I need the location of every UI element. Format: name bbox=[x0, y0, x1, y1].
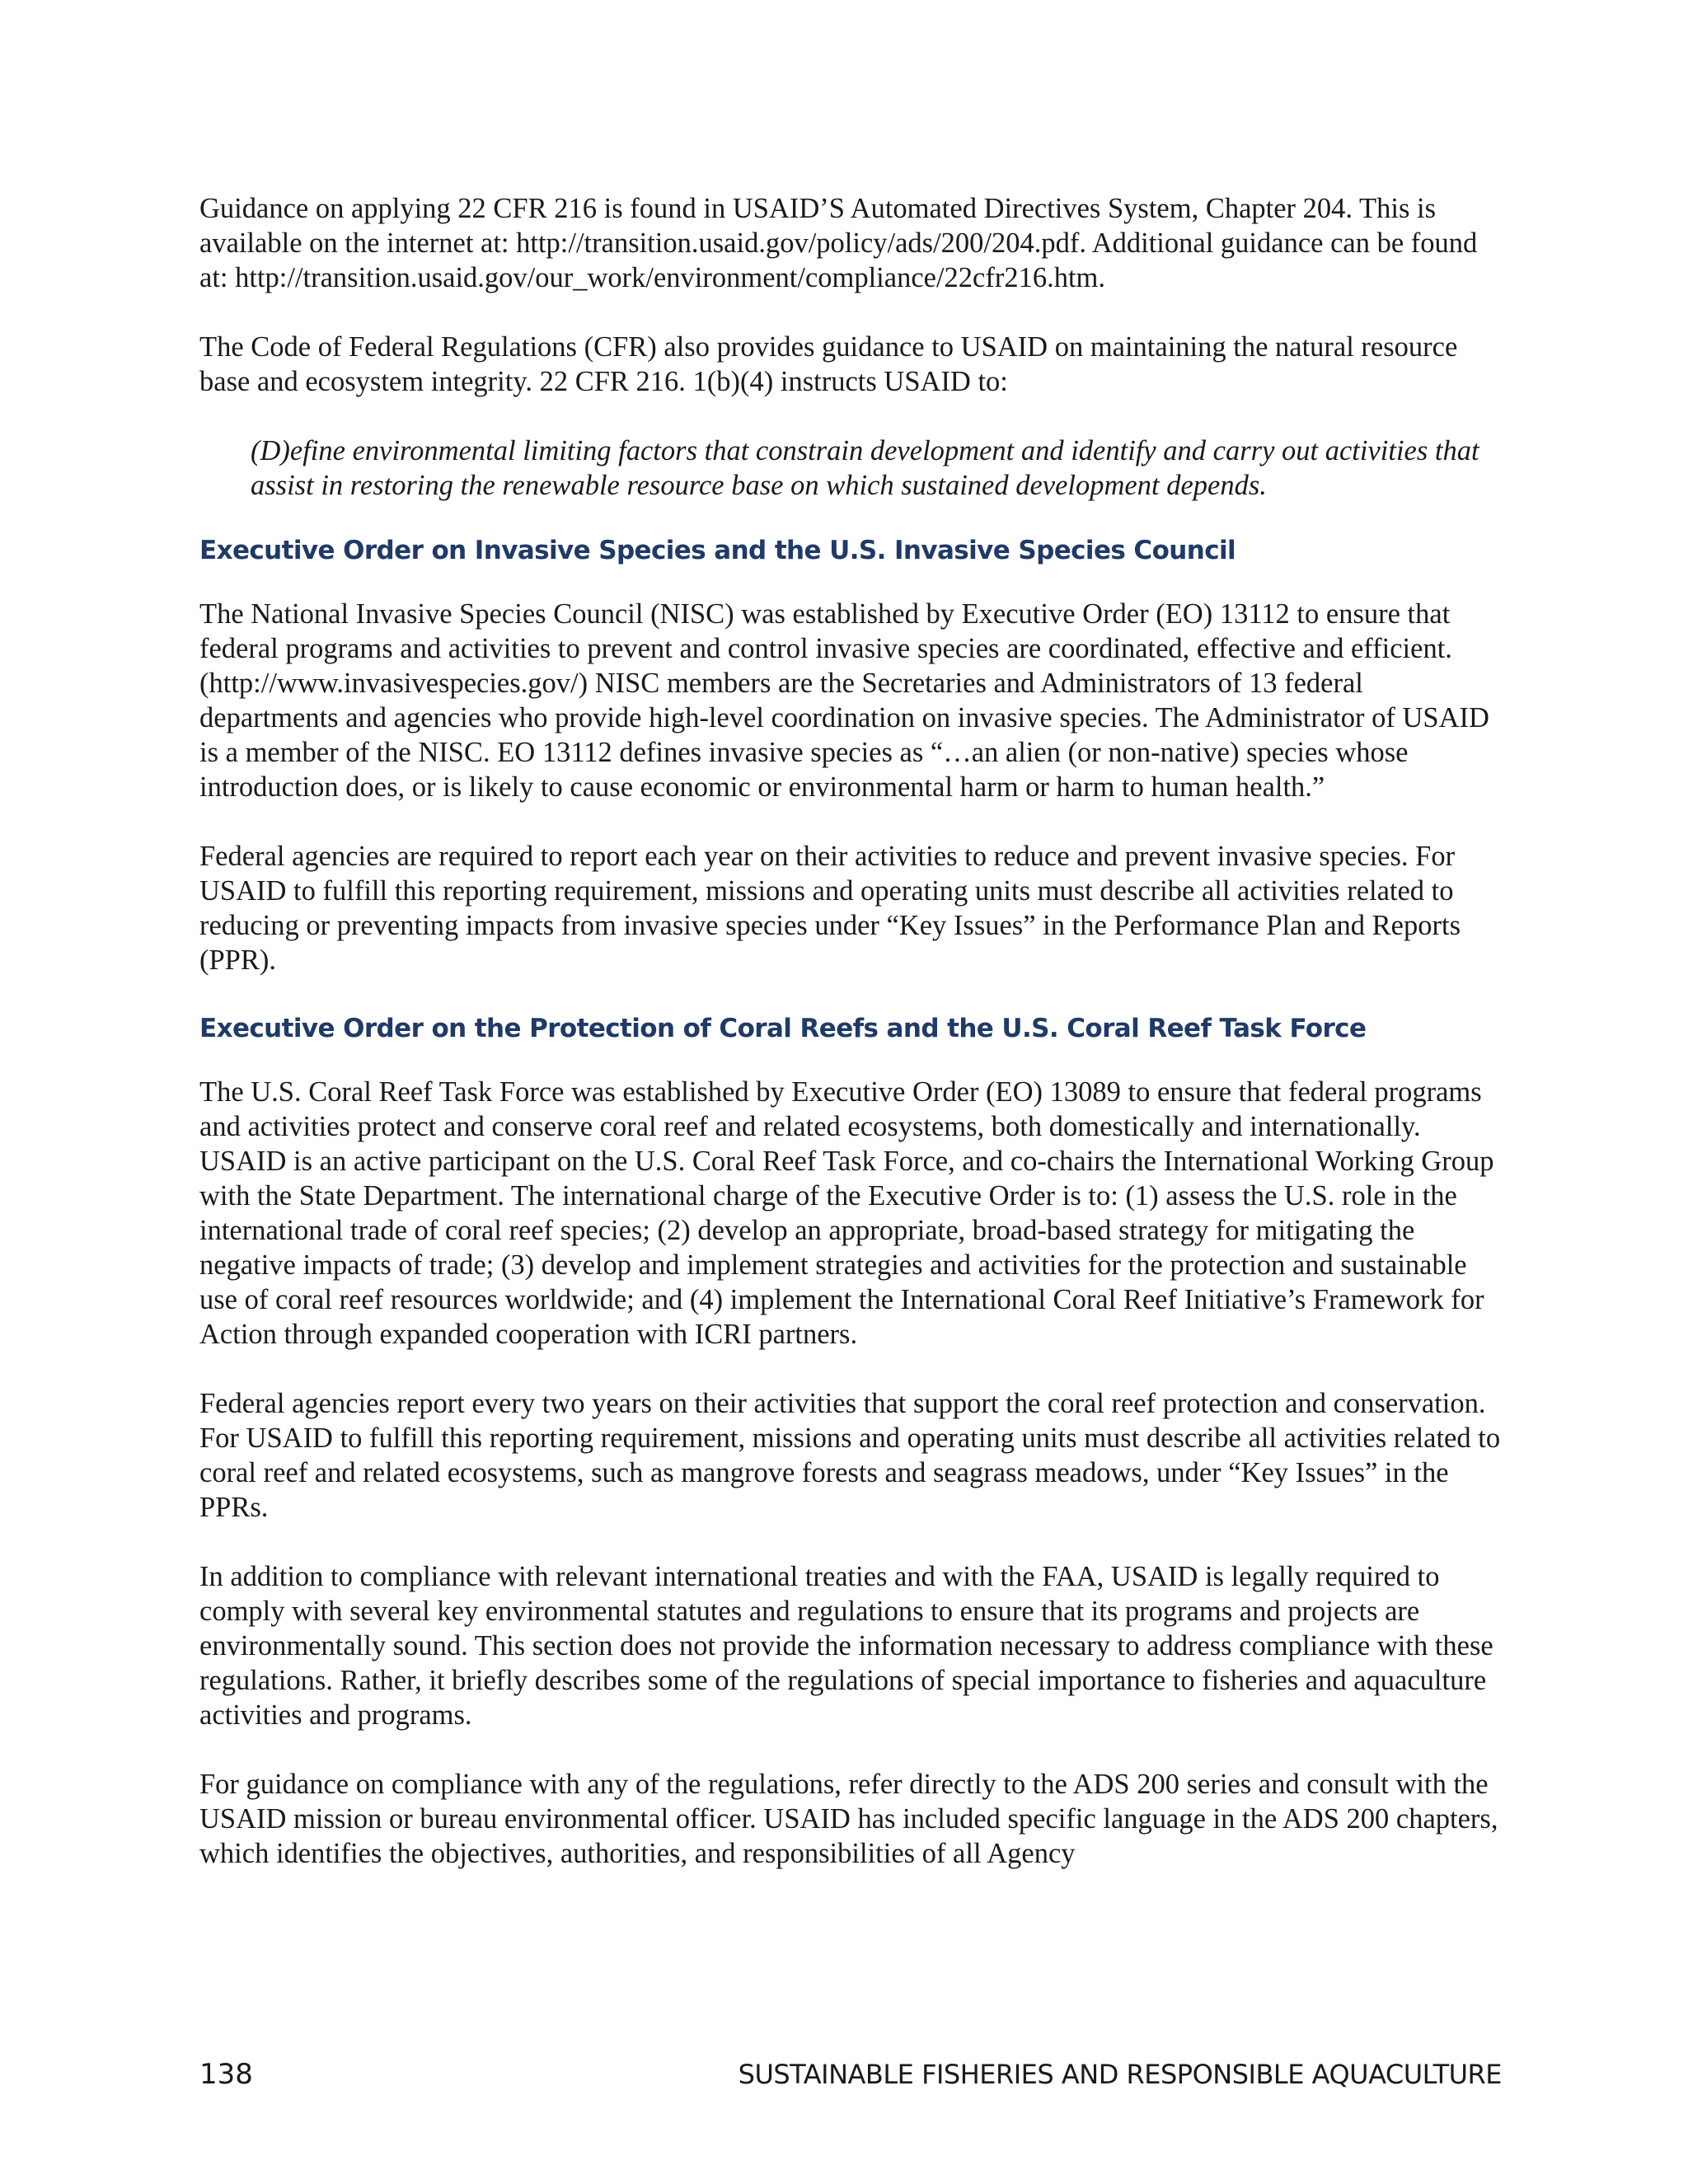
page-body bbox=[199, 191, 1502, 1905]
paragraph-compliance: In addition to compliance with relevant international treaties and with the FAA, USAID is legally required to comply with several key environmental statutes and regulations to ensure that its programs and projects are environmentally sound. This section does not provide the information necessary to address compliance with these regulations. Rather, it briefly describes some of the regulations of special importance to fisheries and aquaculture activities and programs. bbox=[199, 1561, 1493, 1731]
running-title: SUSTAINABLE FISHERIES AND RESPONSIBLE AQUACULTURE bbox=[738, 2059, 1502, 2090]
paragraph-coral-task-force: The U.S. Coral Reef Task Force was established by Executive Order (EO) 13089 to ensure that federal programs and activities protect and conserve coral reef and related ecosystems, both domestically and internationally. USAID is an active participant on the U.S. Coral Reef Task Force, and co-chairs the International Working Group with the State Department. The international charge of the Executive Order is to: (1) assess the U.S. role in the international trade of coral reef species; (2) develop an appropriate, broad-based strategy for mitigating the negative impacts of trade; (3) develop and implement strategies and activities for the protection and sustainable use of coral reef resources worldwide; and (4) implement the International Coral Reef Initiative’s Framework for Action through expanded cooperation with ICRI partners. bbox=[199, 1076, 1494, 1350]
paragraph-ads-guidance: For guidance on compliance with any of the regulations, refer directly to the ADS 200 series and consult with the USAID mission or bureau environmental officer. USAID has included specific language in the ADS 200 chapters, which identifies the objectives, authorities, and responsibilities of all Agency bbox=[199, 1769, 1498, 1869]
paragraph-cfr-natural-resource: The Code of Federal Regulations (CFR) also provides guidance to USAID on maintaining the natural resource base and ecosystem integrity. 22 CFR 216. 1(b)(4) instructs USAID to: bbox=[199, 331, 1458, 397]
block-quote: (D)efine environmental limiting factors that constrain development and identify and carry out activities that assist in restoring the renewable resource base on which sustained development depends. bbox=[251, 435, 1479, 501]
page-number: 138 bbox=[199, 2058, 253, 2091]
paragraph-cfr-guidance: Guidance on applying 22 CFR 216 is found in USAID’S Automated Directives System, Chapter 204. This is available on the internet at: http://transition.usaid.gov/policy/ads/200/204.pdf. Additional guidance can be found at: http://transition.usaid.gov/our_work/environment/compliance/22cfr216.htm. bbox=[199, 193, 1478, 293]
page-footer bbox=[199, 2056, 1502, 2097]
paragraph-coral-reporting: Federal agencies report every two years on their activities that support the coral reef protection and conservation. For USAID to fulfill this reporting requirement, missions and operating units must describe all activities related to coral reef and related ecosystems, such as mangrove forests and seagrass meadows, under “Key Issues” in the PPRs. bbox=[199, 1388, 1501, 1523]
paragraph-nisc: The National Invasive Species Council (NISC) was established by Executive Order (EO) 13112 to ensure that federal programs and activities to prevent and control invasive species are coordinated, effective and efficient. (http://www.invasivespecies.gov/) NISC members are the Secretaries and Administrators of 13 federal departments and agencies who provide high-level coordination on invasive species. The Administrator of USAID is a member of the NISC. EO 13112 defines invasive species as “…an alien (or non-native) species whose introduction does, or is likely to cause economic or environmental harm or harm to human health.” bbox=[199, 598, 1489, 803]
paragraph-invasive-reporting: Federal agencies are required to report each year on their activities to reduce and prevent invasive species. For USAID to fulfill this reporting requirement, missions and operating units must describe all activities related to reducing or preventing impacts from invasive species under “Key Issues” in the Performance Plan and Reports (PPR). bbox=[199, 841, 1461, 976]
heading-invasive-species: Executive Order on Invasive Species and the U.S. Invasive Species Council bbox=[199, 536, 1236, 565]
heading-coral-reefs: Executive Order on the Protection of Coral Reefs and the U.S. Coral Reef Task Force bbox=[199, 1014, 1367, 1043]
